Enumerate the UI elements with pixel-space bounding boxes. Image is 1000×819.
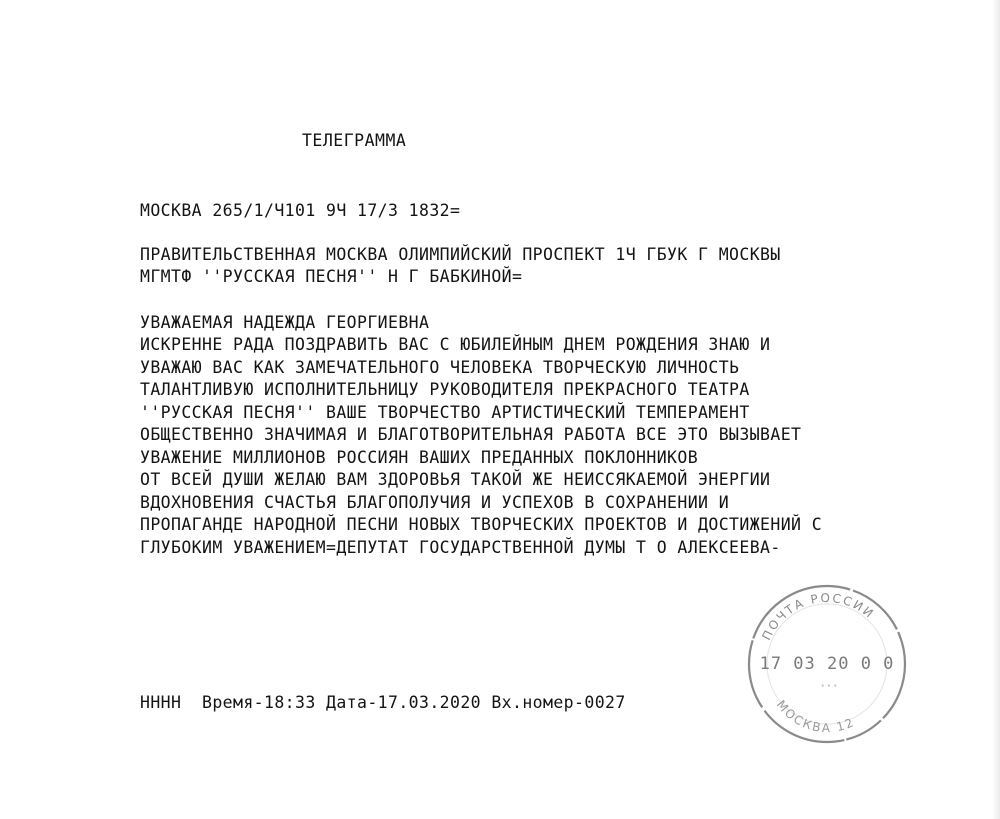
telegram-header-line: МОСКВА 265/1/Ч101 9Ч 17/3 1832= (140, 201, 461, 220)
stamp-top-text: ПОЧТА РОССИИ (759, 590, 878, 643)
body-line-4: ТАЛАНТЛИВУЮ ИСПОЛНИТЕЛЬНИЦУ РУКОВОДИТЕЛЯ ПРЕКРАСНОГО ТЕАТРА (140, 380, 750, 399)
address-line-1: ПРАВИТЕЛЬСТВЕННАЯ МОСКВА ОЛИМПИЙСКИЙ ПРОСПЕКТ 1Ч ГБУК Г МОСКВЫ (140, 245, 781, 264)
svg-text:• • •: • • • (820, 682, 838, 690)
postal-stamp-graphic (737, 572, 917, 752)
postal-stamp (737, 572, 917, 752)
address-line-2: МГМТФ ''РУССКАЯ ПЕСНЯ'' Н Г БАБКИНОЙ= (140, 267, 523, 286)
svg-text:ПОЧТА РОССИИ (759, 591, 877, 643)
body-line-2: ИСКРЕННЕ РАДА ПОЗДРАВИТЬ ВАС С ЮБИЛЕЙНЫМ ДНЕМ РОЖДЕНИЯ ЗНАЮ И (140, 335, 771, 354)
body-line-9: ВДОХНОВЕНИЯ СЧАСТЬЯ БЛАГОПОЛУЧИЯ И УСПЕХОВ В СОХРАНЕНИИ И (140, 493, 730, 512)
body-line-11: ГЛУБОКИМ УВАЖЕНИЕМ=ДЕПУТАТ ГОСУДАРСТВЕННОЙ ДУМЫ Т О АЛЕКСЕЕВА- (140, 538, 781, 557)
stamp-date: 17 03 20 0 0 (759, 654, 895, 674)
telegram-title: ТЕЛЕГРАММА (302, 131, 407, 150)
body-line-5: ''РУССКАЯ ПЕСНЯ'' ВАШЕ ТВОРЧЕСТВО АРТИСТИЧЕСКИЙ ТЕМПЕРАМЕНТ (140, 403, 750, 422)
body-line-3: УВАЖАЮ ВАС КАК ЗАМЕЧАТЕЛЬНОГО ЧЕЛОВЕКА ТВОРЧЕСКУЮ ЛИЧНОСТЬ (140, 358, 740, 377)
page-edge-shadow (992, 0, 1000, 819)
body-line-10: ПРОПАГАНДЕ НАРОДНОЙ ПЕСНИ НОВЫХ ТВОРЧЕСКИХ ПРОЕКТОВ И ДОСТИЖЕНИЙ С (140, 515, 823, 534)
body-line-6: ОБЩЕСТВЕННО ЗНАЧИМАЯ И БЛАГОТВОРИТЕЛЬНАЯ РАБОТА ВСЕ ЭТО ВЫЗЫВАЕТ (140, 425, 802, 444)
body-line-1: УВАЖАЕМАЯ НАДЕЖДА ГЕОРГИЕВНА (140, 313, 430, 332)
telegram-footer: НННН Время-18:33 Дата-17.03.2020 Вх.номер-0027 (140, 693, 626, 712)
body-line-7: УВАЖЕНИЕ МИЛЛИОНОВ РОССИЯН ВАШИХ ПРЕДАННЫХ ПОКЛОННИКОВ (140, 448, 699, 467)
body-line-8: ОТ ВСЕЙ ДУШИ ЖЕЛАЮ ВАМ ЗДОРОВЬЯ ТАКОЙ ЖЕ НЕИССЯКАЕМОЙ ЭНЕРГИИ (140, 470, 771, 489)
stamp-bottom-text: МОСКВА 12 (773, 697, 858, 736)
